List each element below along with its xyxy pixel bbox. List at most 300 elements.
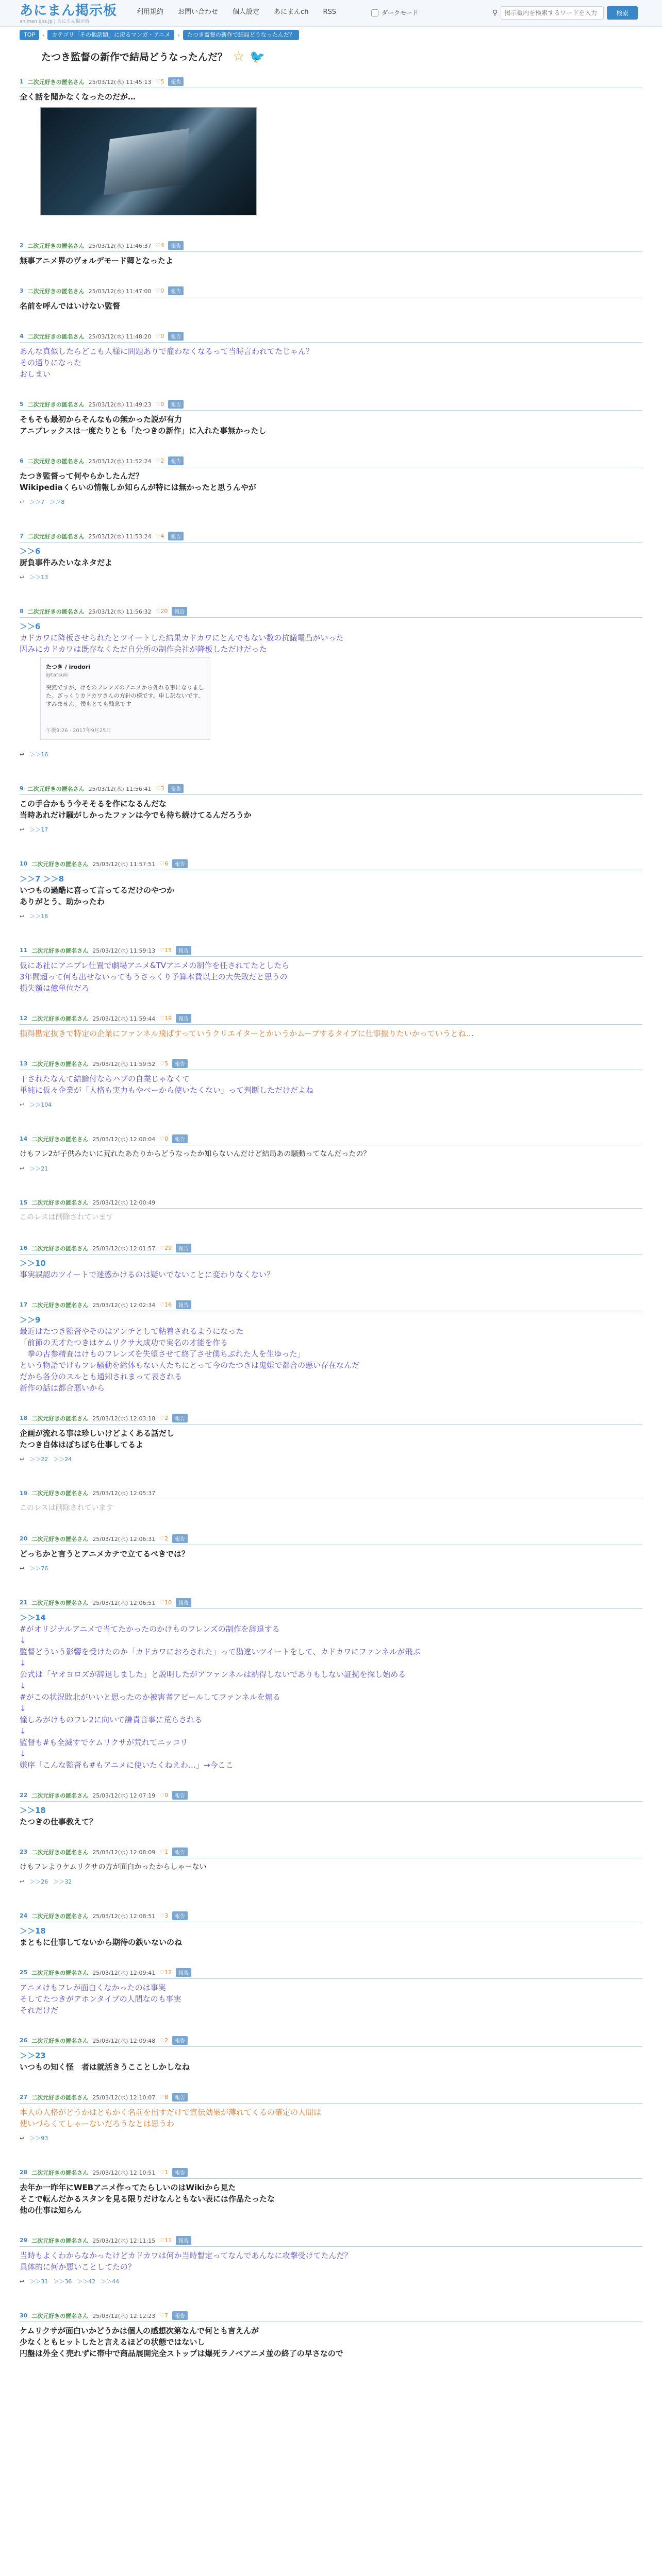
post-header xyxy=(20,1598,642,1609)
post-number[interactable]: 28 xyxy=(20,2169,28,2176)
post-text-line: 損得勘定抜きで特定の企業にファンネル飛ばすっていうクリエイターとかいうかムーブするタイプに仕事振りたいかっていうとね… xyxy=(20,1029,474,1038)
post-number[interactable]: 19 xyxy=(20,1489,28,1497)
heart-icon: ♡ xyxy=(159,1415,165,1421)
post-text-line: それだけだ xyxy=(20,2006,59,2015)
post xyxy=(20,77,642,103)
post-author: 二次元好きの匿名さん xyxy=(31,1599,89,1606)
post-body xyxy=(20,1209,642,1223)
report-button[interactable]: 報告 xyxy=(168,400,184,409)
report-button[interactable]: 報告 xyxy=(172,1534,188,1543)
like-count: 16 xyxy=(164,1301,172,1308)
like-count: 0 xyxy=(160,333,164,340)
reply-links xyxy=(20,825,48,834)
post-date: 25/03/12(水) 12:09:41 xyxy=(92,1969,156,1976)
report-button[interactable]: 報告 xyxy=(176,1300,191,1309)
post-header xyxy=(20,607,642,618)
report-button[interactable]: 報告 xyxy=(172,2168,188,2177)
like-button[interactable] xyxy=(159,2169,168,2176)
post-number[interactable]: 2 xyxy=(20,242,24,249)
like-button[interactable] xyxy=(156,401,164,408)
post-date: 25/03/12(水) 11:52:24 xyxy=(88,457,152,465)
reply-link[interactable]: ＞＞36 xyxy=(53,2278,72,2285)
post-number[interactable]: 12 xyxy=(20,1015,28,1022)
post-author: 二次元好きの匿名さん xyxy=(31,860,89,868)
report-button[interactable]: 報告 xyxy=(172,1911,188,1920)
heart-icon: ♡ xyxy=(155,608,161,615)
like-button[interactable] xyxy=(159,1015,172,1022)
like-button[interactable] xyxy=(156,78,164,85)
post xyxy=(20,1414,642,1463)
reply-links xyxy=(20,912,48,920)
dark-mode-checkbox[interactable] xyxy=(371,9,378,16)
post-body xyxy=(20,1922,642,1948)
like-button[interactable] xyxy=(159,1792,168,1799)
report-button[interactable]: 報告 xyxy=(172,2036,188,2045)
post-text-line: 他の仕事は知らん xyxy=(20,2206,82,2215)
like-button[interactable] xyxy=(156,785,164,792)
post-text-line: Wikipediaくらいの情報しか知らんが特には無かったと思うんやが xyxy=(20,483,256,492)
report-button[interactable]: 報告 xyxy=(172,2093,188,2102)
post-number[interactable]: 11 xyxy=(20,947,28,954)
reply-links xyxy=(20,1564,48,1572)
nav-contact-link[interactable]: お問い合わせ xyxy=(178,8,219,16)
breadcrumb-separator: › xyxy=(177,31,180,39)
like-button[interactable] xyxy=(159,860,168,867)
reply-icon: ↩ xyxy=(20,826,25,833)
post-number[interactable]: 1 xyxy=(20,78,24,85)
report-button[interactable]: 報告 xyxy=(172,607,187,616)
post xyxy=(20,784,642,833)
twitter-share-icon[interactable]: 🐦 xyxy=(250,49,266,64)
post-text-line: 企画が流れる事は珍しいけどよくある話だし xyxy=(20,1429,175,1438)
post-body xyxy=(20,1145,642,1160)
post-header xyxy=(20,1414,642,1425)
heart-icon: ♡ xyxy=(159,1535,165,1542)
post-date: 25/03/12(水) 12:08:51 xyxy=(92,1912,156,1920)
like-button[interactable] xyxy=(159,1060,168,1067)
post-body xyxy=(20,88,642,103)
post-text-line: 最近はたつき監督やそのはアンチとして粘着されるようになった xyxy=(20,1327,244,1336)
post-text-line: ↓ xyxy=(20,1749,26,1758)
reply-icon: ↩ xyxy=(20,912,25,920)
post-text-line: 仮にあ社にアニプレ仕置で劇場アニメ&TVアニメの制作を任されてたとしたら xyxy=(20,961,290,970)
post-header xyxy=(20,1848,642,1858)
post-body xyxy=(20,1545,642,1560)
post xyxy=(20,1848,642,1885)
post-author: 二次元好きの匿名さん xyxy=(31,1912,89,1920)
like-button[interactable] xyxy=(159,2037,168,2044)
post-header xyxy=(20,77,642,88)
post-header xyxy=(20,859,642,870)
post-author: 二次元好きの匿名さん xyxy=(31,2312,89,2319)
report-button[interactable]: 報告 xyxy=(176,946,191,955)
reply-link[interactable]: ＞＞13 xyxy=(29,574,48,581)
nav-animanch-link[interactable]: あにまんch xyxy=(274,8,309,16)
reply-link[interactable]: ＞＞24 xyxy=(53,1456,72,1463)
reply-link[interactable]: ＞＞22 xyxy=(29,1456,48,1463)
report-button[interactable]: 報告 xyxy=(176,2236,191,2245)
post-number[interactable]: 30 xyxy=(20,2312,28,2319)
post-text-line: 「前節の天才たつきはケムリクサ大成功で実名の才能を作る xyxy=(20,1338,228,1347)
report-button[interactable]: 報告 xyxy=(176,1968,191,1977)
tweet-handle: @tatsuki xyxy=(46,672,69,678)
reply-anchor-link[interactable]: ＞＞7 ＞＞8 xyxy=(20,874,64,884)
post xyxy=(20,2311,642,2359)
post-date: 25/03/12(水) 11:59:52 xyxy=(92,1060,156,1067)
post-text-line: 少なくともヒットしたと言えるほどの状態ではないし xyxy=(20,2337,205,2347)
reply-link[interactable]: ＞＞44 xyxy=(101,2278,120,2285)
post-author: 二次元好きの匿名さん xyxy=(31,2169,89,2176)
report-button[interactable]: 報告 xyxy=(168,286,184,295)
post-number[interactable]: 14 xyxy=(20,1136,28,1142)
like-count: 0 xyxy=(164,1136,169,1142)
post-body xyxy=(20,252,642,266)
like-count: 0 xyxy=(160,401,164,408)
report-button[interactable]: 報告 xyxy=(172,1848,188,1856)
reply-link[interactable]: ＞＞32 xyxy=(53,1878,72,1885)
post-date: 25/03/12(水) 12:12:23 xyxy=(92,2312,156,2319)
post-date: 25/03/12(水) 11:56:41 xyxy=(88,785,152,792)
post-author: 二次元好きの匿名さん xyxy=(27,608,85,615)
report-button[interactable]: 報告 xyxy=(172,1134,188,1143)
like-button[interactable] xyxy=(159,1912,168,1919)
like-button[interactable] xyxy=(159,1301,172,1308)
like-button[interactable] xyxy=(159,2237,172,2244)
post xyxy=(20,1014,642,1039)
post-number[interactable]: 24 xyxy=(20,1912,28,1919)
post-header xyxy=(20,2311,642,2322)
post-text-line: 当時あれだけ騒がしかったファンは今でも待ち続けてるんだろうか xyxy=(20,810,252,820)
post-body xyxy=(20,1311,642,1394)
breadcrumb-category[interactable]: カテゴリ「その他話題」に戻るマンガ・アニメ xyxy=(47,30,174,40)
post-header xyxy=(20,1198,642,1209)
reply-link[interactable]: ＞＞21 xyxy=(29,1165,48,1172)
post-number[interactable]: 16 xyxy=(20,1245,28,1251)
post-number[interactable]: 29 xyxy=(20,2237,28,2244)
reply-anchor-link[interactable]: ＞＞9 xyxy=(20,1315,41,1325)
report-button[interactable]: 報告 xyxy=(172,1791,188,1800)
reply-link[interactable]: ＞＞8 xyxy=(49,499,65,505)
reply-link[interactable]: ＞＞16 xyxy=(29,751,48,758)
like-button[interactable] xyxy=(156,457,164,464)
post-author: 二次元好きの匿名さん xyxy=(31,1969,89,1976)
post-text-line: どっちかと言うとアニメカテで立てるべきでは？ xyxy=(20,1549,189,1558)
search-input[interactable] xyxy=(501,6,604,20)
post-author: 二次元好きの匿名さん xyxy=(27,287,85,295)
search-button[interactable]: 検索 xyxy=(607,6,638,20)
like-button[interactable] xyxy=(159,1599,172,1606)
reply-links xyxy=(20,1455,72,1463)
post-number[interactable]: 26 xyxy=(20,2037,28,2044)
post-author: 二次元好きの匿名さん xyxy=(31,1245,89,1252)
post xyxy=(20,1134,642,1172)
reply-anchor-link[interactable]: ＞＞6 xyxy=(20,547,41,556)
heart-icon: ♡ xyxy=(159,1136,165,1142)
nav-settings-link[interactable]: 個人設定 xyxy=(233,8,260,16)
post-text-line: 新作の話は都合悪いから xyxy=(20,1383,105,1393)
reply-anchor-link[interactable]: ＞＞10 xyxy=(20,1259,46,1268)
post-author: 二次元好きの匿名さん xyxy=(31,1301,89,1309)
post-text-line: 公式は「ヤオヨロズが辞退しました」と説明したがアファンネルは納得しないでありもしない証拠を探し始める xyxy=(20,1670,406,1679)
reply-icon: ↩ xyxy=(20,573,25,581)
report-button[interactable]: 報告 xyxy=(172,2311,188,2320)
nav-terms-link[interactable]: 利用規約 xyxy=(137,8,164,16)
site-logo-text: あにまん掲示板 xyxy=(20,3,118,19)
post-header xyxy=(20,1489,642,1499)
dark-mode-toggle[interactable] xyxy=(371,8,419,17)
like-button[interactable] xyxy=(159,1136,168,1142)
reply-links xyxy=(20,2134,48,2142)
like-button[interactable] xyxy=(159,1849,168,1855)
post-text-line: たつき自体はぼちぼち仕事してるよ xyxy=(20,1440,144,1449)
post-body xyxy=(20,957,642,994)
heart-icon: ♡ xyxy=(159,947,165,954)
post-number[interactable]: 8 xyxy=(20,608,24,615)
like-count: 2 xyxy=(164,1415,169,1421)
report-button[interactable]: 報告 xyxy=(172,1059,188,1068)
like-count: 11 xyxy=(164,2237,172,2244)
post-number[interactable]: 17 xyxy=(20,1301,28,1308)
post-number[interactable]: 22 xyxy=(20,1792,28,1799)
post-text-line: 名前を呼んではいけない監督 xyxy=(20,301,121,311)
post-number[interactable]: 18 xyxy=(20,1415,28,1421)
like-button[interactable] xyxy=(159,1415,168,1421)
reply-anchor-link[interactable]: ＞＞14 xyxy=(20,1613,46,1622)
report-button[interactable]: 報告 xyxy=(172,859,188,868)
like-count: 5 xyxy=(160,78,164,85)
post-text-line: おしまい xyxy=(20,369,51,379)
post-header xyxy=(20,784,642,795)
reply-link[interactable]: ＞＞26 xyxy=(29,1878,48,1885)
post-date: 25/03/12(水) 12:08:09 xyxy=(92,1849,156,1856)
report-button[interactable]: 報告 xyxy=(168,332,184,341)
report-button[interactable]: 報告 xyxy=(176,1014,191,1023)
dark-mode-label: ダークモード xyxy=(382,9,419,16)
like-button[interactable] xyxy=(159,1535,168,1542)
post-author: 二次元好きの匿名さん xyxy=(31,1415,89,1422)
like-count: 3 xyxy=(164,1912,169,1919)
reply-links xyxy=(20,1877,72,1886)
report-button[interactable]: 報告 xyxy=(168,784,184,793)
like-button[interactable] xyxy=(156,287,164,294)
post-text-line: 損失額は億単位だろ xyxy=(20,984,90,993)
post-text-line: 監督も#も全滅すでケムリクサが荒れてニッコリ xyxy=(20,1738,188,1747)
like-count: 4 xyxy=(160,533,164,539)
post-header xyxy=(20,2168,642,2179)
post-body xyxy=(20,1025,642,1039)
post-number[interactable]: 6 xyxy=(20,457,24,464)
heart-icon: ♡ xyxy=(159,1912,165,1919)
post xyxy=(20,2168,642,2216)
post-date: 25/03/12(水) 12:10:07 xyxy=(92,2094,156,2101)
post xyxy=(20,2093,642,2142)
post-number[interactable]: 21 xyxy=(20,1599,28,1606)
post-body xyxy=(20,1255,642,1280)
heart-icon: ♡ xyxy=(155,533,161,539)
post xyxy=(20,1534,642,1572)
reply-links xyxy=(20,573,48,581)
report-button[interactable]: 報告 xyxy=(168,77,184,86)
reply-anchor-link[interactable]: ＞＞23 xyxy=(20,2051,46,2060)
heart-icon: ♡ xyxy=(159,1301,165,1308)
reply-anchor-link[interactable]: ＞＞18 xyxy=(20,1806,46,1815)
reply-link[interactable]: ＞＞76 xyxy=(29,1565,48,1572)
like-button[interactable] xyxy=(156,608,168,615)
post xyxy=(20,1244,642,1280)
report-button[interactable]: 報告 xyxy=(168,532,184,540)
like-button[interactable] xyxy=(156,242,164,249)
post-text-line: このレスは削除されています xyxy=(20,1213,113,1222)
post xyxy=(20,946,642,994)
post-author: 二次元好きの匿名さん xyxy=(27,242,85,249)
like-button[interactable] xyxy=(156,533,164,539)
post xyxy=(20,532,642,581)
post-author: 二次元好きの匿名さん xyxy=(31,2094,89,2101)
post xyxy=(20,1198,642,1223)
report-button[interactable]: 報告 xyxy=(176,1244,191,1252)
post-header xyxy=(20,1300,642,1311)
post-date: 25/03/12(水) 12:00:04 xyxy=(92,1136,156,1143)
post-text-line: だから各分のスルとも通知されまって表される xyxy=(20,1372,183,1381)
post-date: 25/03/12(水) 11:59:44 xyxy=(92,1015,156,1022)
post-number[interactable]: 10 xyxy=(20,860,28,867)
post-text-line: 因みにカドカワは既存なくただ自分所の制作会社が降板しただけだった xyxy=(20,645,267,654)
post-body xyxy=(20,1858,642,1873)
post-number[interactable]: 4 xyxy=(20,333,24,340)
post-text-line: あんな真似したらどこも人様に問題ありで雇わなくなるって当時言われてたじゃん？ xyxy=(20,347,314,356)
post-body xyxy=(20,795,642,821)
post-number[interactable]: 27 xyxy=(20,2094,28,2100)
like-count: 20 xyxy=(160,608,168,615)
post-number[interactable]: 20 xyxy=(20,1535,28,1542)
favorite-star-icon[interactable]: ☆ xyxy=(233,48,245,64)
post-author: 二次元好きの匿名さん xyxy=(31,1136,89,1143)
breadcrumb-thread[interactable]: たつき監督の新作で結局どうなったんだ？ xyxy=(183,30,299,40)
post-text-line: そしてたつきがアホンタイプの人間なのも事実 xyxy=(20,1994,181,2004)
reply-link[interactable]: ＞＞17 xyxy=(29,826,48,833)
like-count: 2 xyxy=(164,1535,169,1542)
post xyxy=(20,400,642,436)
breadcrumb-top[interactable]: TOP xyxy=(20,30,39,40)
post-author: 二次元好きの匿名さん xyxy=(31,1015,89,1022)
post-text-line: このレスは削除されています xyxy=(20,1504,113,1512)
post-date: 25/03/12(水) 11:57:51 xyxy=(92,860,156,868)
reply-icon: ↩ xyxy=(20,2278,25,2285)
post-number[interactable]: 3 xyxy=(20,287,24,294)
reply-link[interactable]: ＞＞31 xyxy=(29,2278,48,2285)
post xyxy=(20,1489,642,1514)
post-number[interactable]: 7 xyxy=(20,533,24,539)
reply-link[interactable]: ＞＞42 xyxy=(77,2278,96,2285)
post xyxy=(20,1911,642,1948)
like-button[interactable] xyxy=(159,2312,168,2319)
heart-icon: ♡ xyxy=(159,1015,165,1022)
post-number[interactable]: 25 xyxy=(20,1969,28,1976)
post-text-line: 使いづらくてしゃーないだろうなとは思うわ xyxy=(20,2119,175,2128)
like-count: 0 xyxy=(160,287,164,294)
report-button[interactable]: 報告 xyxy=(172,1414,188,1422)
reply-links xyxy=(20,1100,52,1109)
post-date: 25/03/12(水) 12:06:51 xyxy=(92,1599,156,1606)
post-number[interactable]: 23 xyxy=(20,1849,28,1855)
like-button[interactable] xyxy=(159,1969,172,1976)
post-body xyxy=(20,870,642,907)
like-count: 10 xyxy=(164,1599,172,1606)
post-header xyxy=(20,1014,642,1025)
reply-link[interactable]: ＞＞93 xyxy=(29,2135,48,2142)
post-body xyxy=(20,467,642,493)
post-header xyxy=(20,1791,642,1802)
reply-links xyxy=(20,750,48,758)
reply-link[interactable]: ＞＞16 xyxy=(29,913,48,920)
post-number[interactable]: 9 xyxy=(20,785,24,792)
report-button[interactable]: 報告 xyxy=(168,456,184,465)
reply-links xyxy=(20,498,64,506)
like-button[interactable] xyxy=(159,1245,172,1251)
post-text-line: #がこの状況敗北がいいと思ったのか被害者アピールしてファンネルを煽る xyxy=(20,1692,280,1702)
post-author: 二次元好きの匿名さん xyxy=(27,457,85,465)
post-image[interactable] xyxy=(40,107,257,215)
reply-anchor-link[interactable]: ＞＞18 xyxy=(20,1926,46,1936)
post-header xyxy=(20,1968,642,1979)
post-date: 25/03/12(水) 11:56:32 xyxy=(88,608,152,615)
page-title: たつき監督の新作で結局どうなったんだ？ xyxy=(41,52,228,63)
post-author: 二次元好きの匿名さん xyxy=(31,1060,89,1067)
reply-anchor-link[interactable]: ＞＞6 xyxy=(20,622,41,631)
post-author: 二次元好きの匿名さん xyxy=(31,1490,89,1497)
post-header xyxy=(20,241,642,252)
post-date: 25/03/12(水) 12:05:37 xyxy=(92,1490,156,1497)
reply-link[interactable]: ＞＞104 xyxy=(29,1101,52,1108)
breadcrumb xyxy=(20,30,299,40)
search-icon: ⚲ xyxy=(492,9,498,17)
post-number[interactable]: 5 xyxy=(20,401,24,408)
post-number[interactable]: 13 xyxy=(20,1060,28,1067)
nav-rss-link[interactable]: RSS xyxy=(323,8,336,16)
report-button[interactable]: 報告 xyxy=(168,241,184,250)
heart-icon: ♡ xyxy=(159,1060,165,1067)
heart-icon: ♡ xyxy=(155,401,161,408)
like-button[interactable] xyxy=(159,2094,168,2100)
post-text-line: 監督どういう影響を受けたのか「カドカワにおろされた」って勘違いツイートをして、カドカワにファンネルが飛ぶ xyxy=(20,1647,421,1656)
reply-icon: ↩ xyxy=(20,1565,25,1572)
post-text-line: いつもの過酷に喜って言ってるだけのやつか xyxy=(20,886,175,895)
heart-icon: ♡ xyxy=(159,2037,165,2044)
report-button[interactable]: 報告 xyxy=(176,1598,191,1607)
like-count: 2 xyxy=(160,457,164,464)
breadcrumb-separator: › xyxy=(42,31,45,39)
post-author: 二次元好きの匿名さん xyxy=(31,1792,89,1799)
like-count: 29 xyxy=(164,1245,172,1251)
post-body xyxy=(20,1425,642,1450)
post-date: 25/03/12(水) 12:02:34 xyxy=(92,1301,156,1309)
post-author: 二次元好きの匿名さん xyxy=(31,947,89,954)
post-header xyxy=(20,1534,642,1545)
like-button[interactable] xyxy=(159,947,172,954)
post-header xyxy=(20,332,642,343)
like-count: 4 xyxy=(160,242,164,249)
post-body xyxy=(20,1802,642,1827)
embedded-tweet[interactable] xyxy=(40,657,210,740)
heart-icon: ♡ xyxy=(159,1849,165,1855)
site-logo[interactable] xyxy=(20,3,117,25)
post-number[interactable]: 15 xyxy=(20,1199,28,1206)
reply-icon: ↩ xyxy=(20,498,25,505)
post-header xyxy=(20,456,642,467)
post-text-line: 無事アニメ界のヴォルデモード卿となったよ xyxy=(20,256,174,265)
like-button[interactable] xyxy=(156,333,164,340)
reply-link[interactable]: ＞＞7 xyxy=(29,499,45,505)
